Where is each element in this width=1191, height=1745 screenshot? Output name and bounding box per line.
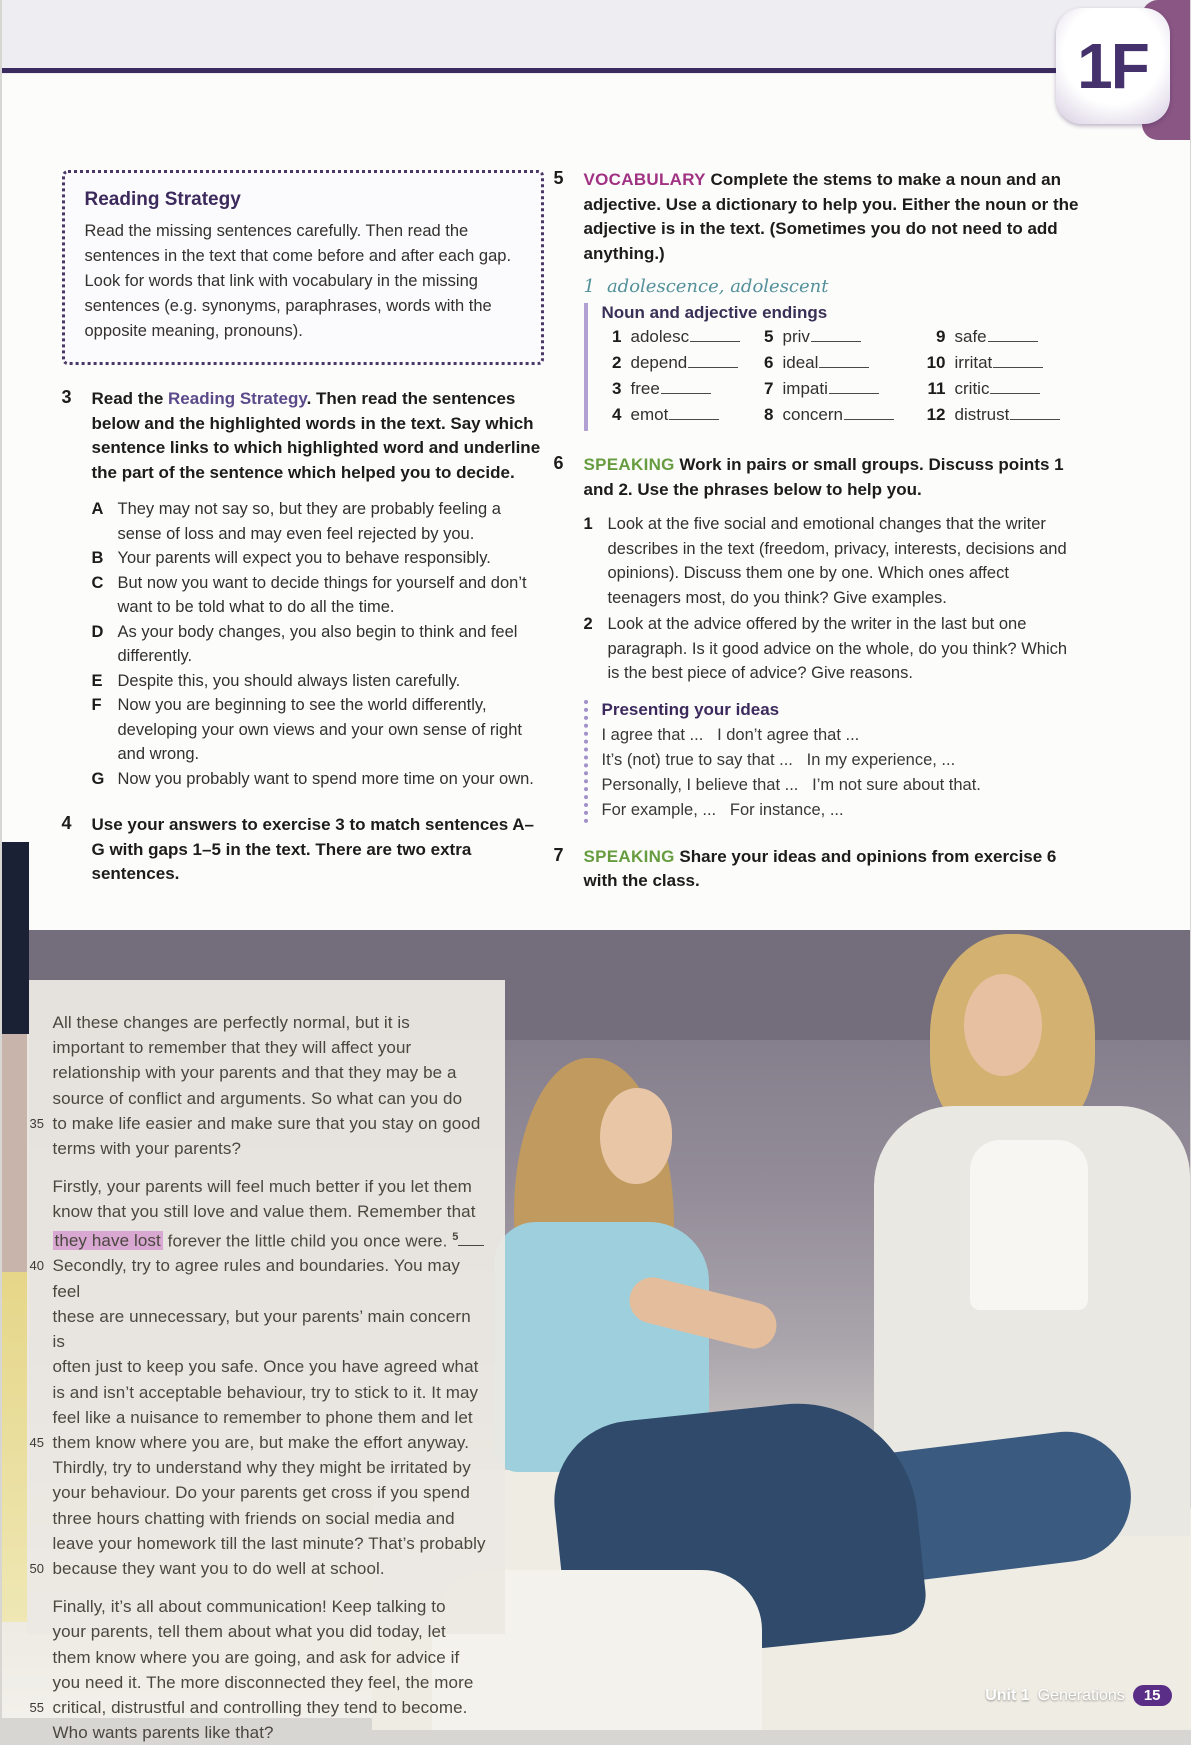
line-number: 40	[27, 1253, 53, 1303]
reading-line	[27, 1354, 487, 1379]
sentence-text: But now you want to decide things for yourself and don’t want to be told what to do all the time.	[118, 571, 544, 620]
exercise-3	[62, 387, 544, 791]
presenting-ideas-box	[584, 700, 1070, 823]
line-text: them know where you are, but make the effort anyway.	[53, 1430, 487, 1455]
reading-line	[27, 1480, 487, 1505]
line-text: relationship with your parents and that they may be a	[53, 1060, 487, 1085]
unit-label: Unit 1	[985, 1687, 1029, 1705]
sentence-letter: C	[92, 571, 118, 620]
line-text: Who wants parents like that?	[53, 1720, 487, 1745]
exercise-number: 6	[554, 453, 584, 823]
line-text: Thirdly, try to understand why they might be irritated by	[53, 1455, 487, 1480]
sentence-letter: G	[92, 767, 118, 792]
exercise-instruction	[584, 168, 1102, 266]
vocab-stem: irritat	[955, 353, 993, 373]
section-label: Generations	[1038, 1687, 1125, 1705]
strategy-body: Read the missing sentences carefully. Then read the sentences in the text that come before and after each gap. Look for words that link with vocabulary in the missing sentences (e.g. synonyms, paraphrases, words with the opposite meaning, pronouns).	[85, 219, 523, 344]
sentence-row	[92, 497, 544, 546]
sentence-letter: E	[92, 669, 118, 694]
vocab-gap-line	[819, 355, 869, 368]
exercise-instruction	[584, 845, 1070, 894]
vocab-item-number: 11	[926, 379, 946, 399]
vocab-stem: concern	[783, 405, 843, 425]
exercise-number: 3	[62, 387, 92, 791]
line-text: Secondly, try to agree rules and boundaries. You may feel	[53, 1253, 487, 1303]
line-text: them know where you are going, and ask for advice if	[53, 1645, 487, 1670]
line-number	[27, 1304, 53, 1354]
reading-line	[27, 1060, 487, 1085]
vocab-stem: safe	[955, 327, 987, 347]
reading-line	[27, 1253, 487, 1303]
exercise-number: 5	[554, 168, 584, 431]
discussion-point	[584, 512, 1070, 610]
point-number: 1	[584, 512, 608, 610]
header-rule	[2, 68, 1058, 73]
reading-line	[27, 1380, 487, 1405]
line-number	[27, 1670, 53, 1695]
discussion-points	[584, 512, 1070, 686]
discussion-point	[584, 612, 1070, 686]
vocab-stem: impati	[783, 379, 828, 399]
vocab-item-number: 1	[602, 327, 622, 347]
vocab-stem: emot	[631, 405, 669, 425]
mother-face	[964, 974, 1042, 1076]
vocab-gap-line	[669, 407, 719, 420]
reading-line	[27, 1619, 487, 1644]
noun-adjective-endings-box	[584, 303, 1102, 431]
line-text: terms with your parents?	[53, 1136, 487, 1161]
vocab-item-number: 2	[602, 353, 622, 373]
reading-line	[27, 1430, 487, 1455]
line-number	[27, 1060, 53, 1085]
line-number: 35	[27, 1111, 53, 1136]
point-text: Look at the five social and emotional changes that the writer describes in the text (freedom, privacy, interests, decisions and opinions). Discuss them one by one. Which ones affect teenagers most, do you think? Give examples.	[608, 512, 1070, 610]
vocab-item	[754, 353, 926, 379]
unit-badge: 1F	[1056, 8, 1170, 124]
sentence-row	[92, 571, 544, 620]
sentence-letter: A	[92, 497, 118, 546]
reading-line	[27, 1304, 487, 1354]
instruction-text: . Then read the sentences below and the highlighted words in the text. Say which sentence links to which highlighted word and underline the part of the sentence which helped you to decide.	[92, 389, 541, 482]
phrase-line: Personally, I believe that ... I’m not sure about that.	[602, 773, 1070, 798]
vocab-item-number: 10	[926, 353, 946, 373]
line-number	[27, 1594, 53, 1619]
instruction-text: Read the	[92, 389, 169, 408]
vocab-gap-line	[990, 381, 1040, 394]
sentence-letter: D	[92, 620, 118, 669]
line-text: three hours chatting with friends on social media and	[53, 1506, 487, 1531]
vocab-gap-line	[988, 329, 1038, 342]
reading-strategy-box	[62, 170, 544, 365]
line-number	[27, 1531, 53, 1556]
mother-tshirt	[970, 1140, 1088, 1310]
vocab-gap-line	[688, 355, 738, 368]
phrase-line: I agree that ... I don’t agree that ...	[602, 723, 1070, 748]
vocab-item	[754, 405, 926, 431]
page-number-badge: 15	[1133, 1685, 1172, 1706]
vocab-gap-line	[811, 329, 861, 342]
vocab-item-number: 6	[754, 353, 774, 373]
vocab-stem: priv	[783, 327, 810, 347]
sentence-text: As your body changes, you also begin to think and feel differently.	[118, 620, 544, 669]
vocab-gap-line	[844, 407, 894, 420]
sentence-options-list	[92, 497, 544, 791]
line-text: Finally, it’s all about communication! Keep talking to	[53, 1594, 487, 1619]
vocab-item	[926, 379, 1102, 405]
line-text: critical, distrustful and controlling they tend to become.	[53, 1695, 487, 1720]
reading-line	[27, 1405, 487, 1430]
gap-line	[458, 1234, 484, 1246]
sentence-row	[92, 767, 544, 792]
line-number	[27, 1225, 53, 1254]
line-text: All these changes are perfectly normal, but it is	[53, 1010, 487, 1035]
vocab-gap-line	[993, 355, 1043, 368]
line-number	[27, 1645, 53, 1670]
vocab-item-number: 12	[926, 405, 946, 425]
reading-line	[27, 1531, 487, 1556]
example-text: adolescence, adolescent	[607, 276, 829, 297]
line-text: to make life easier and make sure that you stay on good	[53, 1111, 487, 1136]
reading-line	[27, 1086, 487, 1111]
reading-line	[27, 1695, 487, 1720]
vocab-stem: critic	[955, 379, 990, 399]
line-number	[27, 1619, 53, 1644]
vocab-item	[754, 327, 926, 353]
reading-line	[27, 1455, 487, 1480]
phrase-line: For example, ... For instance, ...	[602, 798, 1070, 823]
vocab-stem: distrust	[955, 405, 1010, 425]
line-text: your behaviour. Do your parents get cross if you spend	[53, 1480, 487, 1505]
vocab-item	[602, 405, 754, 431]
vocab-stem: adolesc	[631, 327, 690, 347]
reading-line	[27, 1199, 487, 1224]
reading-text-panel	[27, 980, 505, 1634]
phrases-title: Presenting your ideas	[602, 700, 1070, 720]
reading-line	[27, 1111, 487, 1136]
sentence-text: Despite this, you should always listen carefully.	[118, 669, 544, 694]
speaking-label: SPEAKING	[584, 847, 675, 866]
photo-edge-dark	[2, 842, 29, 1034]
vocab-stem: free	[631, 379, 660, 399]
reading-line	[27, 1136, 487, 1161]
example-number: 1	[584, 276, 595, 297]
photo-section	[2, 930, 1190, 1718]
sentence-text: They may not say so, but they are probably feeling a sense of loss and may even feel rejected by you.	[118, 497, 544, 546]
vocab-item	[926, 405, 1102, 431]
reading-line	[27, 1556, 487, 1581]
sentence-row	[92, 669, 544, 694]
left-column	[62, 170, 544, 887]
line-text: they have lost forever the little child you once were. $^5$	[53, 1225, 487, 1254]
sentence-row	[92, 620, 544, 669]
vocab-item-number: 8	[754, 405, 774, 425]
reading-line	[27, 1225, 487, 1254]
line-text: you need it. The more disconnected they feel, the more	[53, 1670, 487, 1695]
line-number	[27, 1086, 53, 1111]
line-text: know that you still love and value them. Remember that	[53, 1199, 487, 1224]
vocab-item	[602, 353, 754, 379]
line-number	[27, 1010, 53, 1035]
line-number	[27, 1136, 53, 1161]
vocab-item-number: 7	[754, 379, 774, 399]
line-number	[27, 1480, 53, 1505]
reading-line	[27, 1594, 487, 1619]
sentence-text: Your parents will expect you to behave responsibly.	[118, 546, 544, 571]
exercise-7	[554, 845, 1070, 894]
photo-edge	[2, 1034, 29, 1272]
line-number	[27, 1199, 53, 1224]
vocab-stem: depend	[631, 353, 688, 373]
line-text: Firstly, your parents will feel much better if you let them	[53, 1174, 487, 1199]
line-number	[27, 1506, 53, 1531]
exercise-6	[554, 453, 1070, 823]
vocab-item	[926, 327, 1102, 353]
line-text: often just to keep you safe. Once you have agreed what	[53, 1354, 487, 1379]
example-answer	[584, 276, 1102, 297]
point-number: 2	[584, 612, 608, 686]
exercise-instruction: Use your answers to exercise 3 to match sentences A–G with gaps 1–5 in the text. There are two extra sentences.	[92, 813, 544, 887]
reading-line	[27, 1670, 487, 1695]
vocab-item-number: 4	[602, 405, 622, 425]
reading-line	[27, 1010, 487, 1035]
line-number: 50	[27, 1556, 53, 1581]
vocab-items-grid	[602, 327, 1102, 431]
phrase-line: It’s (not) true to say that ... In my experience, ...	[602, 748, 1070, 773]
sentence-letter: B	[92, 546, 118, 571]
reading-line	[27, 1720, 487, 1745]
vocab-item	[602, 379, 754, 405]
instruction-text: Complete the stems to make a noun and an adjective. Use a dictionary to help you. Either the noun or the adjective is in the text. (Sometimes you do not need to add anything.)	[584, 170, 1079, 263]
page-footer	[985, 1685, 1171, 1706]
exercise-number: 7	[554, 845, 584, 894]
vocab-item	[926, 353, 1102, 379]
reading-line	[27, 1174, 487, 1199]
line-number	[27, 1354, 53, 1379]
vocab-gap-line	[690, 329, 740, 342]
line-number	[27, 1380, 53, 1405]
vocab-item-number: 3	[602, 379, 622, 399]
textbook-page	[2, 0, 1190, 1718]
page-header	[2, 0, 1190, 74]
vocab-stem: ideal	[783, 353, 819, 373]
vocab-item-number: 9	[926, 327, 946, 347]
vocab-gap-line	[1010, 407, 1060, 420]
reading-line	[27, 1035, 487, 1060]
strategy-title: Reading Strategy	[85, 189, 523, 211]
gap-number: 5	[452, 1231, 458, 1243]
photo-edge-cushion	[2, 1272, 29, 1622]
line-number	[27, 1174, 53, 1199]
exercise-number: 4	[62, 813, 92, 887]
exercise-5	[554, 168, 1070, 431]
sentence-text: Now you are beginning to see the world differently, developing your own views and your own sense of right and wrong.	[118, 693, 544, 767]
exercise-instruction	[584, 453, 1070, 502]
reading-line	[27, 1506, 487, 1531]
speaking-label: SPEAKING	[584, 455, 675, 474]
phrase-lines	[602, 723, 1070, 823]
exercise-instruction	[92, 387, 544, 485]
line-text: feel like a nuisance to remember to phone them and let	[53, 1405, 487, 1430]
line-text: is and isn’t acceptable behaviour, try to stick to it. It may	[53, 1380, 487, 1405]
sentence-row	[92, 693, 544, 767]
vocab-gap-line	[829, 381, 879, 394]
vocab-gap-line	[661, 381, 711, 394]
line-number	[27, 1405, 53, 1430]
vocab-item	[602, 327, 754, 353]
line-text: source of conflict and arguments. So what can you do	[53, 1086, 487, 1111]
line-text: because they want you to do well at school.	[53, 1556, 487, 1581]
sentence-row	[92, 546, 544, 571]
vocab-item-number: 5	[754, 327, 774, 347]
line-number: 45	[27, 1430, 53, 1455]
sentence-text: Now you probably want to spend more time on your own.	[118, 767, 544, 792]
line-number	[27, 1720, 53, 1745]
instruction-text: Share your ideas and opinions from exercise 6 with the class.	[584, 847, 1057, 891]
line-number	[27, 1035, 53, 1060]
line-text: important to remember that they will affect your	[53, 1035, 487, 1060]
line-number	[27, 1455, 53, 1480]
exercise-4	[62, 813, 544, 887]
vocab-item	[754, 379, 926, 405]
instruction-text: Work in pairs or small groups. Discuss points 1 and 2. Use the phrases below to help you.	[584, 455, 1064, 499]
sentence-letter: F	[92, 693, 118, 767]
strategy-reference: Reading Strategy	[168, 389, 307, 408]
daughter-face	[600, 1088, 672, 1184]
reading-line	[27, 1645, 487, 1670]
vocabulary-label: VOCABULARY	[584, 170, 706, 189]
point-text: Look at the advice offered by the writer in the last but one paragraph. Is it good advice on the whole, do you think? Which is the best piece of advice? Give reasons.	[608, 612, 1070, 686]
line-text: these are unnecessary, but your parents’ main concern is	[53, 1304, 487, 1354]
line-text: leave your homework till the last minute? That’s probably	[53, 1531, 487, 1556]
line-text: your parents, tell them about what you did today, let	[53, 1619, 487, 1644]
line-number: 55	[27, 1695, 53, 1720]
right-column	[554, 168, 1070, 894]
highlighted-phrase: they have lost	[53, 1231, 163, 1250]
endings-title: Noun and adjective endings	[602, 303, 1102, 323]
